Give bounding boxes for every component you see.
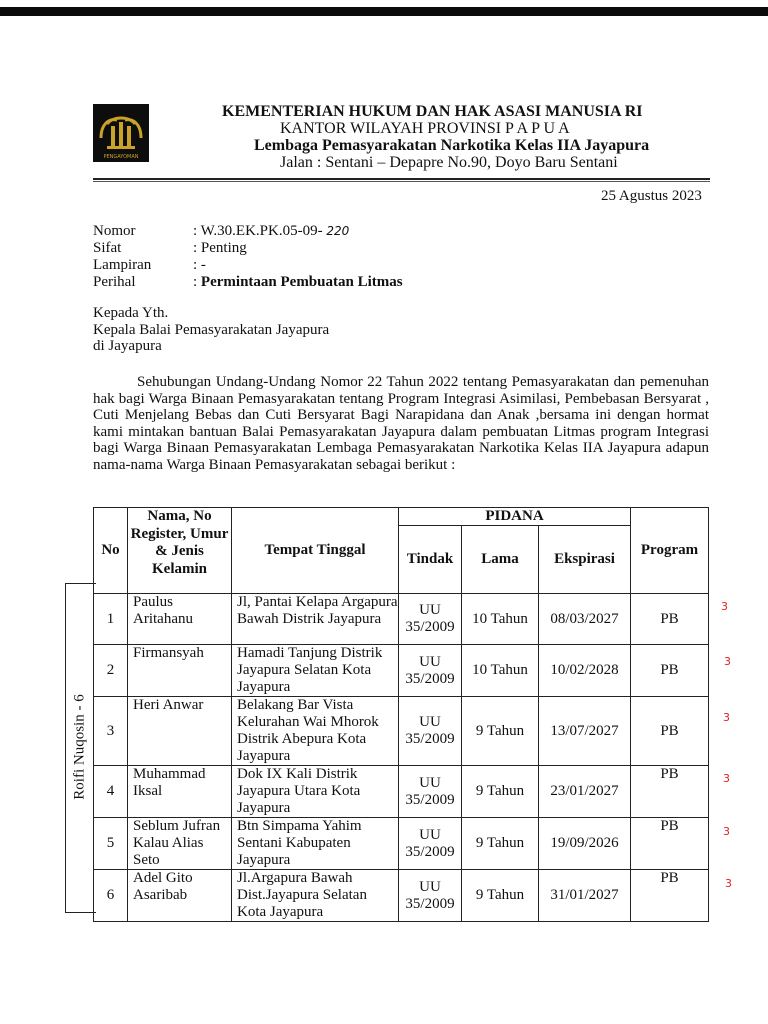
- ministry-name: KEMENTERIAN HUKUM DAN HAK ASASI MANUSIA RI: [222, 103, 643, 120]
- cell-no: 5: [94, 818, 128, 870]
- letterhead-rule-thin: [93, 181, 710, 182]
- cell-tindak: UU 35/2009: [399, 594, 462, 645]
- meta-value-sifat: : Penting: [193, 240, 247, 256]
- meta-key-perihal: Perihal: [93, 274, 136, 290]
- cell-tindak: UU 35/2009: [399, 697, 462, 766]
- letterhead-rule: [93, 178, 710, 180]
- cell-ekspirasi: 19/09/2026: [539, 818, 631, 870]
- table-row: [94, 766, 709, 818]
- header-pidana: PIDANA: [399, 508, 631, 526]
- cell-tindak: UU 35/2009: [399, 645, 462, 697]
- letter-date: 25 Agustus 2023: [601, 188, 702, 204]
- institution-name: Lembaga Pemasyarakatan Narkotika Kelas IIA Jayapura: [254, 137, 650, 154]
- cell-lama: 10 Tahun: [462, 645, 539, 697]
- margin-mark: 3: [723, 772, 730, 785]
- cell-no: 4: [94, 766, 128, 818]
- cell-program: PB: [631, 766, 709, 818]
- margin-mark: 3: [721, 600, 728, 613]
- meta-value-lampiran: : -: [193, 257, 206, 273]
- cell-address: Hamadi Tanjung Distrik Jayapura Selatan Kota Jayapura: [232, 645, 399, 697]
- meta-value-nomor: : W.30.EK.PK.05-09- 220: [193, 223, 350, 239]
- recipient-name: Kepala Balai Pemasyarakatan Jayapura: [93, 321, 330, 338]
- cell-address: Jl.Argapura Bawah Dist.Jayapura Selatan Kota Jayapura: [232, 870, 399, 922]
- table-row: [94, 697, 709, 766]
- recipient-salutation: Kepada Yth.: [93, 305, 169, 321]
- table-row: [94, 870, 709, 922]
- cell-program: PB: [631, 645, 709, 697]
- cell-tindak: UU 35/2009: [399, 870, 462, 922]
- cell-lama: 9 Tahun: [462, 870, 539, 922]
- meta-value-perihal: : Permintaan Pembuatan Litmas: [193, 274, 403, 290]
- cell-lama: 9 Tahun: [462, 818, 539, 870]
- header-program: Program: [631, 508, 709, 594]
- cell-program: PB: [631, 870, 709, 922]
- institution-address: Jalan : Sentani – Depapre No.90, Doyo Baru Sentani: [280, 154, 618, 171]
- meta-key-nomor: Nomor: [93, 223, 136, 239]
- meta-key-sifat: Sifat: [93, 240, 122, 256]
- cell-no: 6: [94, 870, 128, 922]
- cell-address: Jl, Pantai Kelapa Argapura Bawah Distrik Jayapura: [232, 594, 399, 645]
- side-annotation-text: Roifi Nuqosin - 6: [71, 694, 88, 800]
- cell-program: PB: [631, 697, 709, 766]
- cell-lama: 9 Tahun: [462, 766, 539, 818]
- cell-name: Heri Anwar: [128, 697, 232, 766]
- cell-tindak: UU 35/2009: [399, 818, 462, 870]
- header-address: Tempat Tinggal: [232, 508, 399, 594]
- cell-ekspirasi: 23/01/2027: [539, 766, 631, 818]
- scan-top-edge: [0, 7, 768, 16]
- table-row: [94, 818, 709, 870]
- header-no: No: [94, 508, 128, 594]
- margin-mark: 3: [723, 825, 730, 838]
- pengayoman-emblem-icon: [93, 104, 149, 162]
- cell-address: Belakang Bar Vista Kelurahan Wai Mhorok Distrik Abepura Kota Jayapura: [232, 697, 399, 766]
- regional-office: KANTOR WILAYAH PROVINSI P A P U A: [280, 120, 570, 137]
- cell-program: PB: [631, 594, 709, 645]
- logo-caption: PENGAYOMAN: [103, 154, 139, 160]
- body-paragraph: Sehubungan Undang-Undang Nomor 22 Tahun 2022 tentang Pemasyarakatan dan pemenuhan hak bagi Warga Binaan Pemasyarakatan tentang Program Integrasi Asimilasi, Pembebasan Bersyarat , Cuti Menjelang Bebas dan Cuti Bersyarat Bagi Narapidana dan Anak ,bersama ini dengan hormat kami mintakan bantuan Balai Pemasyarakatan Jayapura dalam pembuatan Litmas program Integrasi bagi Warga Binaan Pemasyarakatan Lembaga Pemasyarakatan Narkotika Kelas IIA Jayapura adapun nama-nama Warga Binaan Pemasyarakatan sebagai berikut :: [93, 374, 709, 473]
- cell-no: 2: [94, 645, 128, 697]
- header-tindak: Tindak: [399, 526, 462, 594]
- cell-program: PB: [631, 818, 709, 870]
- cell-lama: 9 Tahun: [462, 697, 539, 766]
- cell-ekspirasi: 10/02/2028: [539, 645, 631, 697]
- table-row: [94, 594, 709, 645]
- cell-name: Seblum Jufran Kalau Alias Seto: [128, 818, 232, 870]
- cell-name: Muhammad Iksal: [128, 766, 232, 818]
- cell-address: Dok IX Kali Distrik Jayapura Utara Kota Jayapura: [232, 766, 399, 818]
- cell-no: 3: [94, 697, 128, 766]
- cell-name: Adel Gito Asaribab: [128, 870, 232, 922]
- handwritten-number: 220: [326, 224, 350, 238]
- header-ekspirasi: Ekspirasi: [539, 526, 631, 594]
- table-row: [94, 645, 709, 697]
- header-lama: Lama: [462, 526, 539, 594]
- cell-name: Paulus Aritahanu: [128, 594, 232, 645]
- margin-mark: 3: [724, 655, 731, 668]
- margin-mark: 3: [725, 877, 732, 890]
- margin-mark: 3: [723, 711, 730, 724]
- cell-ekspirasi: 13/07/2027: [539, 697, 631, 766]
- inmate-table: [93, 507, 709, 922]
- recipient-location: di Jayapura: [93, 338, 162, 355]
- cell-lama: 10 Tahun: [462, 594, 539, 645]
- subject-text: Permintaan Pembuatan Litmas: [200, 274, 403, 290]
- recipient-block: [93, 305, 709, 355]
- cell-ekspirasi: 31/01/2027: [539, 870, 631, 922]
- meta-key-lampiran: Lampiran: [93, 257, 152, 273]
- cell-no: 1: [94, 594, 128, 645]
- cell-tindak: UU 35/2009: [399, 766, 462, 818]
- header-name: Nama, No Register, Umur & Jenis Kelamin: [128, 508, 232, 594]
- cell-address: Btn Simpama Yahim Sentani Kabupaten Jayapura: [232, 818, 399, 870]
- pengayoman-logo: [93, 104, 149, 162]
- cell-name: Firmansyah: [128, 645, 232, 697]
- cell-ekspirasi: 08/03/2027: [539, 594, 631, 645]
